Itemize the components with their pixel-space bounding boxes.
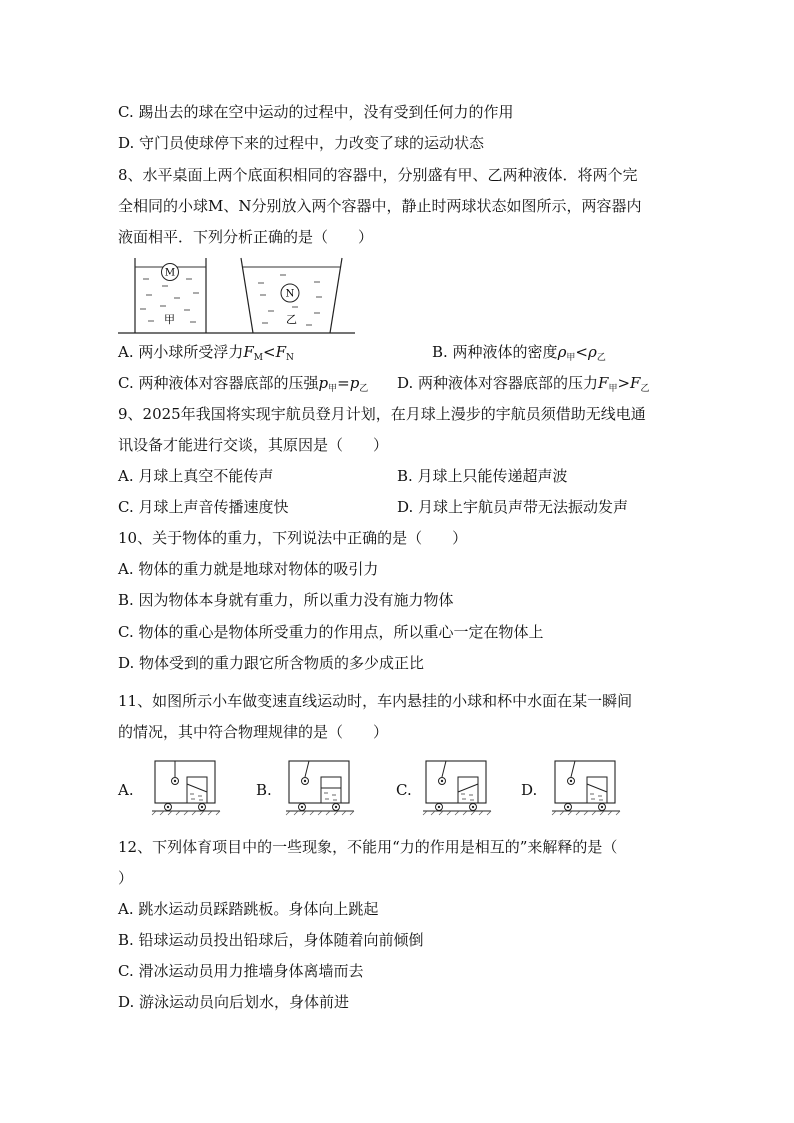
q10-option-d: D. 物体受到的重力跟它所含物质的多少成正比 [118,654,425,672]
q8-option-b [432,342,606,368]
q9-option-b: B. 月球上只能传递超声波 [397,467,568,485]
q12-stem-line1: 12、下列体育项目中的一些现象，不能用“力的作用是相互的”来解释的是（ [118,838,618,856]
q12-option-d: D. 游泳运动员向后划水，身体前进 [118,993,350,1011]
container-yi [241,258,342,333]
q8-option-a-symbol: F [243,343,254,361]
q8-option-a-sub1: M [253,353,264,363]
cart-b-figure [284,758,356,816]
q10-option-b: B. 因为物体本身就有重力，所以重力没有施力物体 [118,591,454,609]
q8-option-c-symbol2: p [349,374,360,392]
q12-option-c: C. 滑冰运动员用力推墙身体离墙而去 [118,962,364,980]
cart-d-figure [550,758,622,816]
container-jia [135,258,206,333]
cart-c-figure [421,758,493,816]
q8-option-c-symbol: p [318,374,329,392]
q8-option-d-symbol2: F [630,374,641,392]
q8-containers-figure [118,255,358,337]
label-jia: 甲 [164,313,175,326]
q8-option-d-op: > [617,374,631,392]
q8-option-d-sub2: 乙 [640,384,650,394]
q10-option-c: C. 物体的重心是物体所受重力的作用点，所以重心一定在物体上 [118,623,544,641]
q11-stem-line2: 的情况，其中符合物理规律的是（ ） [118,723,389,741]
q8-option-b-op: < [575,343,588,361]
label-yi: 乙 [286,313,297,326]
q9-option-a: A. 月球上真空不能传声 [118,467,274,485]
q8-stem-line1: 8、水平桌面上两个底面积相同的容器中，分别盛有甲、乙两种液体．将两个完 [118,166,638,184]
q8-option-a-op: < [263,343,276,361]
q7-option-d: D. 守门员使球停下来的过程中，力改变了球的运动状态 [118,134,485,152]
ball-m-label: M [164,267,176,279]
q8-option-b-sub2: 乙 [596,353,606,363]
q12-option-b: B. 铅球运动员投出铅球后，身体随着向前倾倒 [118,931,424,949]
q8-option-a-text: A. 两小球所受浮力 [118,343,244,361]
q9-option-d: D. 月球上宇航员声带无法振动发声 [397,498,629,516]
q8-stem-line2: 全相同的小球M、N分别放入两个容器中，静止时两球状态如图所示，两容器内 [118,197,642,215]
q12-stem-line2: ） [118,869,134,887]
cart-a-figure [150,758,222,816]
q7-option-c: C. 踢出去的球在空中运动的过程中，没有受到任何力的作用 [118,103,514,121]
q8-option-c-sub2: 乙 [359,384,369,394]
q8-option-b-sub1: 甲 [566,353,576,363]
q8-stem-line3: 液面相平．下列分析正确的是（ ） [118,228,374,246]
q8-option-d [397,373,649,399]
q8-option-b-symbol2: ρ [587,343,597,361]
q10-option-a: A. 物体的重力就是地球对物体的吸引力 [118,560,379,578]
q9-stem-line1: 9、2025年我国将实现宇航员登月计划，在月球上漫步的宇航员须借助无线电通 [118,405,646,423]
ball-n-label: N [285,288,295,300]
q8-option-c-sub1: 甲 [328,384,338,394]
q8-option-a-symbol2: F [275,343,287,361]
q8-option-a [118,342,294,368]
q11-label-d: D. [521,781,538,799]
q8-option-d-symbol: F [598,374,609,392]
q8-option-c-op: = [337,374,350,392]
q9-stem-line2: 讯设备才能进行交谈，其原因是（ ） [118,436,389,454]
q12-option-a: A. 跳水运动员踩踏跳板。身体向上跳起 [118,900,379,918]
q8-option-c [118,373,368,399]
q11-label-b: B. [256,781,272,799]
q8-option-c-text: C. 两种液体对容器底部的压强 [118,374,319,392]
q8-option-d-text: D. 两种液体对容器底部的压力 [397,374,599,392]
q11-label-a: A. [118,781,134,799]
q8-option-a-sub2: N [286,353,294,363]
q11-label-c: C. [396,781,412,799]
q8-option-b-symbol: ρ [557,343,567,361]
q9-option-c: C. 月球上声音传播速度快 [118,498,289,516]
q8-option-d-sub1: 甲 [608,384,618,394]
q8-option-b-text: B. 两种液体的密度 [432,343,558,361]
q10-stem: 10、关于物体的重力，下列说法中正确的是（ ） [118,529,468,547]
q11-stem-line1: 11、如图所示小车做变速直线运动时，车内悬挂的小球和杯中水面在某一瞬间 [118,692,633,710]
